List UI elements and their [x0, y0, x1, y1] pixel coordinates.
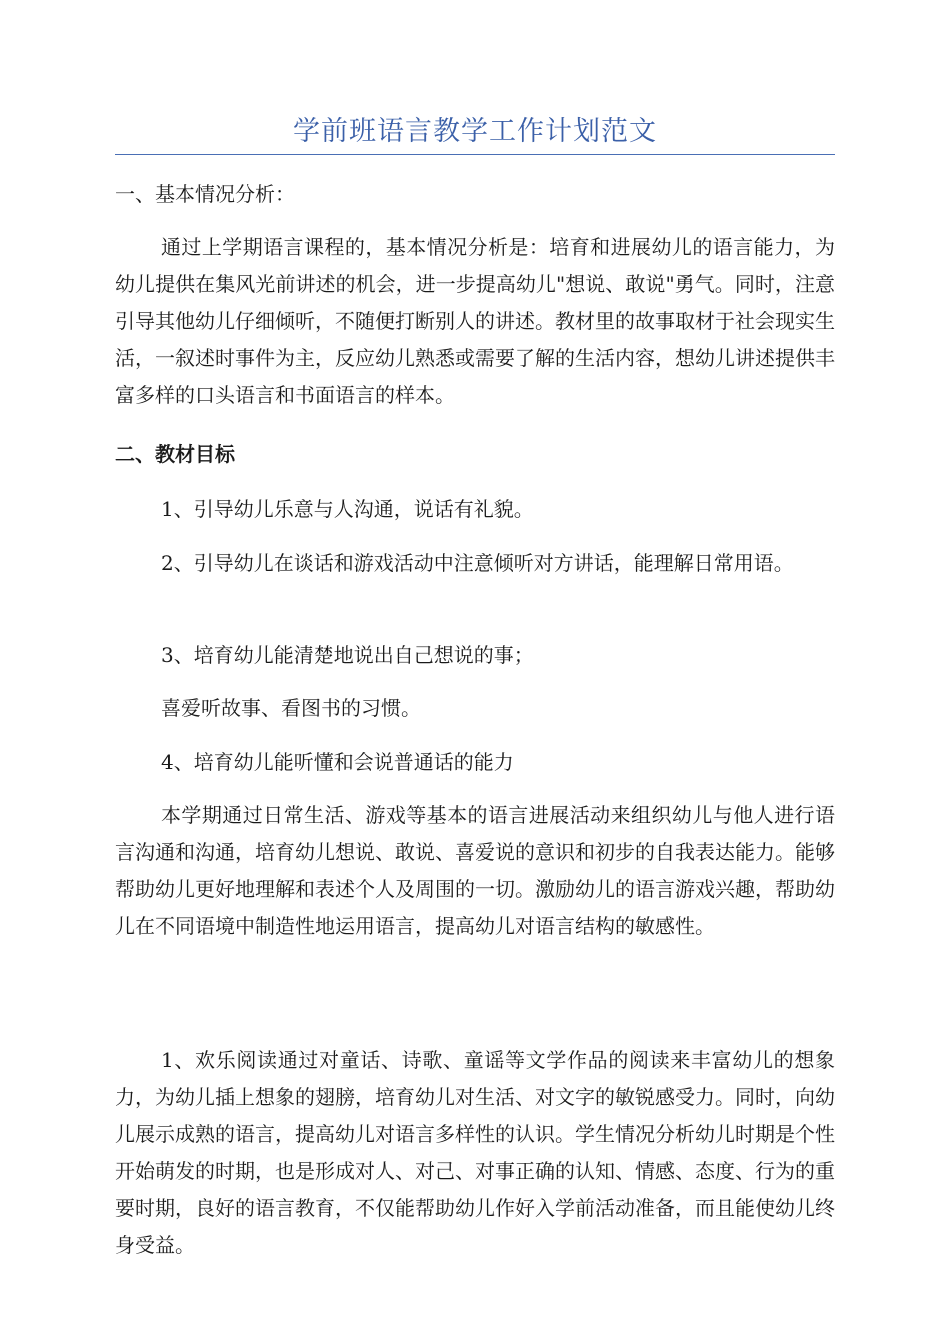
section-heading-teaching-goals: 二、教材目标	[115, 442, 235, 466]
goal-item-1: 1、引导幼儿乐意与人沟通，说话有礼貌。	[161, 497, 534, 521]
paragraph-happy-reading: 1、欢乐阅读通过对童话、诗歌、童谣等文学作品的阅读来丰富幼儿的想象力，为幼儿插上想象的翅膀，培育幼儿对生活、对文字的敏锐感受力。同时，向幼儿展示成熟的语言，提高幼儿对语言多样性的认识。学生情况分析幼儿时期是个性开始萌发的时期，也是形成对人、对己、对事正确的认知、情感、态度、行为的重要时期，良好的语言教育，不仅能帮助幼儿作好入学前活动准备，而且能使幼儿终身受益。	[115, 1048, 835, 1257]
section-heading-basic-situation: 一、基本情况分析：	[115, 182, 295, 206]
goal-item-4: 4、培育幼儿能听懂和会说普通话的能力	[161, 750, 514, 774]
goal-item-3: 3、培育幼儿能清楚地说出自己想说的事；	[161, 643, 534, 667]
title-underline	[115, 154, 835, 155]
goal-item-2: 2、引导幼儿在谈话和游戏活动中注意倾听对方讲话，能理解日常用语。	[161, 551, 794, 575]
goal-item-3-continuation: 喜爱听故事、看图书的习惯。	[161, 696, 421, 720]
paragraph-basic-situation: 通过上学期语言课程的，基本情况分析是：培育和进展幼儿的语言能力，为幼儿提供在集风光前讲述的机会，进一步提高幼儿"想说、敢说"勇气。同时，注意引导其他幼儿仔细倾听，不随便打断别人的讲述。教材里的故事取材于社会现实生活，一叙述时事件为主，反应幼儿熟悉或需要了解的生活内容，想幼儿讲述提供丰富多样的口头语言和书面语言的样本。	[115, 235, 835, 407]
paragraph-term-plan: 本学期通过日常生活、游戏等基本的语言进展活动来组织幼儿与他人进行语言沟通和沟通，培育幼儿想说、敢说、喜爱说的意识和初步的自我表达能力。能够帮助幼儿更好地理解和表述个人及周围的一切。激励幼儿的语言游戏兴趣，帮助幼儿在不同语境中制造性地运用语言，提高幼儿对语言结构的敏感性。	[115, 803, 835, 938]
document-title: 学前班语言教学工作计划范文	[293, 116, 657, 147]
